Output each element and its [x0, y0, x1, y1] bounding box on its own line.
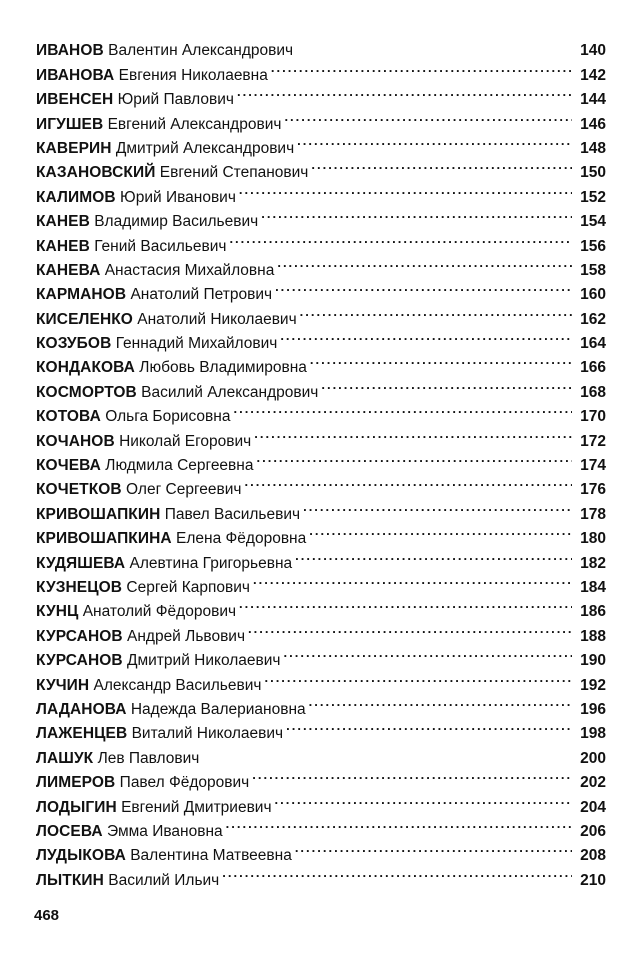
dot-leader: [264, 665, 572, 689]
dot-leader: [252, 763, 572, 787]
entry-name: [36, 625, 245, 649]
entry-given-name: Владимир Васильевич: [94, 213, 259, 231]
entry-surname: КОНДАКОВА: [36, 359, 135, 377]
entry-name: [36, 308, 297, 332]
entry-given-name: Валентин Александрович: [108, 42, 294, 60]
entry-page-number: 164: [580, 335, 606, 353]
entry-given-name: Павел Васильевич: [164, 505, 301, 523]
entry-page-number: 174: [580, 457, 606, 475]
entry-page-number: 188: [580, 627, 606, 645]
dot-leader: [226, 812, 572, 836]
entry-page-number: 148: [580, 139, 606, 157]
entry-page-number: 166: [580, 359, 606, 377]
entry-surname: КУНЦ: [36, 603, 79, 621]
dot-leader: [284, 104, 572, 128]
entry-name: [36, 649, 281, 673]
entry-given-name: Николай Егорович: [119, 432, 252, 450]
dot-leader: [271, 55, 572, 79]
entry-given-name: Валентина Матвеевна: [130, 847, 292, 865]
entry-page-number: 190: [580, 652, 606, 670]
dot-leader: [239, 592, 572, 616]
entry-surname: КУРСАНОВ: [36, 627, 123, 645]
entry-given-name: Василий Ильич: [108, 871, 220, 889]
entry-surname: ИГУШЕВ: [36, 115, 104, 133]
entry-page-number: 152: [580, 188, 606, 206]
dot-leader: [284, 641, 573, 665]
entry-surname: КРИВОШАПКИНА: [36, 530, 172, 548]
entry-given-name: Эмма Ивановна: [107, 822, 223, 840]
dot-leader: [254, 421, 572, 445]
entry-page-number: 184: [580, 578, 606, 596]
entry-page-number: 160: [580, 286, 606, 304]
entry-name: [36, 405, 230, 429]
entry-page-number: 186: [580, 603, 606, 621]
entry-name: [36, 64, 268, 88]
entry-page-number: 142: [580, 66, 606, 84]
entry-given-name: Юрий Иванович: [120, 188, 236, 206]
entry-surname: КАВЕРИН: [36, 139, 112, 157]
entry-surname: КУЧИН: [36, 676, 90, 694]
entry-name: [36, 576, 250, 600]
entry-name: [36, 88, 234, 112]
entry-name: [36, 869, 219, 893]
entry-name: [36, 113, 281, 137]
entry-page-number: 178: [580, 505, 606, 523]
entry-surname: КУДЯШЕВА: [36, 554, 126, 572]
entry-surname: ЛУДЫКОВА: [36, 847, 126, 865]
entry-given-name: Дмитрий Николаевич: [127, 652, 281, 670]
entry-page-number: 170: [580, 408, 606, 426]
entry-surname: КУРСАНОВ: [36, 652, 123, 670]
entry-surname: КАЗАНОВСКИЙ: [36, 164, 156, 182]
dot-leader: [309, 690, 572, 714]
entry-name: [36, 674, 261, 698]
entry-name: [36, 332, 277, 356]
dot-leader: [286, 714, 572, 738]
entry-surname: КРИВОШАПКИН: [36, 505, 161, 523]
entry-page-number: 162: [580, 310, 606, 328]
dot-leader: [239, 177, 572, 201]
entry-given-name: Юрий Павлович: [117, 91, 234, 109]
entry-given-name: Анатолий Николаевич: [137, 310, 297, 328]
entry-given-name: Олег Сергеевич: [126, 481, 242, 499]
dot-leader: [237, 80, 572, 104]
entry-given-name: Василий Александрович: [141, 383, 319, 401]
entry-given-name: Павел Фёдорович: [119, 774, 250, 792]
dot-leader: [321, 372, 572, 396]
entry-page-number: 146: [580, 115, 606, 133]
entry-given-name: Ольга Борисовна: [105, 408, 231, 426]
dot-leader: [309, 519, 572, 543]
entry-given-name: Надежда Валериановна: [130, 700, 306, 718]
dot-leader: [300, 299, 572, 323]
entry-page-number: 172: [580, 432, 606, 450]
dot-leader: [202, 738, 572, 762]
entry-given-name: Дмитрий Александрович: [115, 139, 295, 157]
dot-leader: [296, 31, 572, 55]
entry-name: [36, 235, 226, 259]
entry-surname: КАЛИМОВ: [36, 188, 116, 206]
toc-entry: [36, 31, 606, 60]
entry-surname: КОЧАНОВ: [36, 432, 115, 450]
entry-page-number: 158: [580, 261, 606, 279]
entry-name: [36, 137, 294, 161]
entry-surname: ЛЫТКИН: [36, 871, 104, 889]
dot-leader: [311, 153, 572, 177]
entry-surname: ЛИМЕРОВ: [36, 774, 116, 792]
dot-leader: [280, 324, 572, 348]
entry-page-number: 202: [580, 774, 606, 792]
entry-given-name: Евгений Александрович: [107, 115, 282, 133]
entry-page-number: 206: [580, 822, 606, 840]
entry-given-name: Евгения Николаевна: [118, 66, 268, 84]
dot-leader: [233, 397, 572, 421]
entry-surname: КУЗНЕЦОВ: [36, 578, 123, 596]
entry-name: [36, 430, 251, 454]
dot-leader: [229, 226, 572, 250]
entry-surname: КИСЕЛЕНКО: [36, 310, 133, 328]
entry-surname: ИВЕНСЕН: [36, 91, 114, 109]
entry-page-number: 168: [580, 383, 606, 401]
dot-leader: [295, 836, 572, 860]
entry-page-number: 204: [580, 798, 606, 816]
entry-surname: КОЗУБОВ: [36, 335, 112, 353]
entry-page-number: 182: [580, 554, 606, 572]
entry-given-name: Александр Васильевич: [93, 676, 262, 694]
entry-given-name: Анатолий Фёдорович: [82, 603, 237, 621]
entry-page-number: 140: [580, 42, 606, 60]
entry-given-name: Гений Васильевич: [94, 237, 227, 255]
entry-page-number: 156: [580, 237, 606, 255]
entry-surname: ИВАНОВА: [36, 66, 115, 84]
entry-name: [36, 210, 258, 234]
entry-name: [36, 478, 242, 502]
dot-leader: [310, 348, 572, 372]
entry-name: [36, 820, 223, 844]
entry-given-name: Алевтина Григорьевна: [129, 554, 293, 572]
dot-leader: [275, 275, 572, 299]
entry-given-name: Анатолий Петрович: [130, 286, 273, 304]
entry-given-name: Сергей Карпович: [126, 578, 251, 596]
dot-leader: [297, 129, 572, 153]
entry-name: [36, 39, 293, 63]
entry-page-number: 208: [580, 847, 606, 865]
entry-name: [36, 259, 274, 283]
entry-name: [36, 503, 300, 527]
entry-page-number: 154: [580, 213, 606, 231]
entry-surname: ИВАНОВ: [36, 42, 104, 60]
dot-leader: [303, 494, 572, 518]
entry-surname: КАНЕВ: [36, 213, 90, 231]
dot-leader: [295, 543, 572, 567]
entry-surname: ЛОДЫГИН: [36, 798, 117, 816]
page-number: 468: [34, 907, 60, 924]
entry-given-name: Андрей Львович: [127, 627, 246, 645]
entry-surname: КОЧЕВА: [36, 457, 101, 475]
dot-leader: [248, 616, 572, 640]
entry-name: [36, 527, 306, 551]
entry-page-number: 196: [580, 700, 606, 718]
entry-given-name: Евгений Степанович: [159, 164, 309, 182]
entry-page-number: 144: [580, 91, 606, 109]
dot-leader: [275, 787, 572, 811]
entry-surname: ЛОСЕВА: [36, 822, 103, 840]
entry-given-name: Елена Фёдоровна: [176, 530, 307, 548]
entry-given-name: Любовь Владимировна: [139, 359, 307, 377]
entry-surname: КАНЕВА: [36, 261, 101, 279]
entry-surname: КОТОВА: [36, 408, 101, 426]
entry-name: [36, 356, 307, 380]
entry-page-number: 176: [580, 481, 606, 499]
entry-given-name: Евгений Дмитриевич: [121, 798, 272, 816]
entry-page-number: 150: [580, 164, 606, 182]
entry-surname: ЛАШУК: [36, 749, 94, 767]
entry-name: [36, 747, 199, 771]
entry-given-name: Анастасия Михайловна: [104, 261, 275, 279]
entry-given-name: Людмила Сергеевна: [105, 457, 254, 475]
dot-leader: [253, 568, 572, 592]
entry-surname: КАРМАНОВ: [36, 286, 127, 304]
entry-surname: ЛАЖЕНЦЕВ: [36, 725, 128, 743]
entry-name: [36, 600, 236, 624]
entry-name: [36, 283, 272, 307]
dot-leader: [261, 202, 572, 226]
entry-page-number: 210: [580, 871, 606, 889]
entry-name: [36, 186, 236, 210]
entry-surname: КАНЕВ: [36, 237, 90, 255]
entry-name: [36, 771, 249, 795]
dot-leader: [245, 470, 572, 494]
entry-surname: КОЧЕТКОВ: [36, 481, 122, 499]
dot-leader: [277, 251, 572, 275]
entry-surname: КОСМОРТОВ: [36, 383, 137, 401]
entry-given-name: Лев Павлович: [97, 749, 200, 767]
entry-page-number: 198: [580, 725, 606, 743]
dot-leader: [256, 446, 572, 470]
entry-given-name: Виталий Николаевич: [131, 725, 284, 743]
table-of-contents: [36, 31, 606, 889]
entry-given-name: Геннадий Михайлович: [115, 335, 278, 353]
entry-page-number: 180: [580, 530, 606, 548]
entry-name: [36, 454, 253, 478]
entry-name: [36, 698, 306, 722]
entry-page-number: 200: [580, 749, 606, 767]
dot-leader: [222, 860, 572, 884]
entry-surname: ЛАДАНОВА: [36, 700, 127, 718]
entry-page-number: 192: [580, 676, 606, 694]
